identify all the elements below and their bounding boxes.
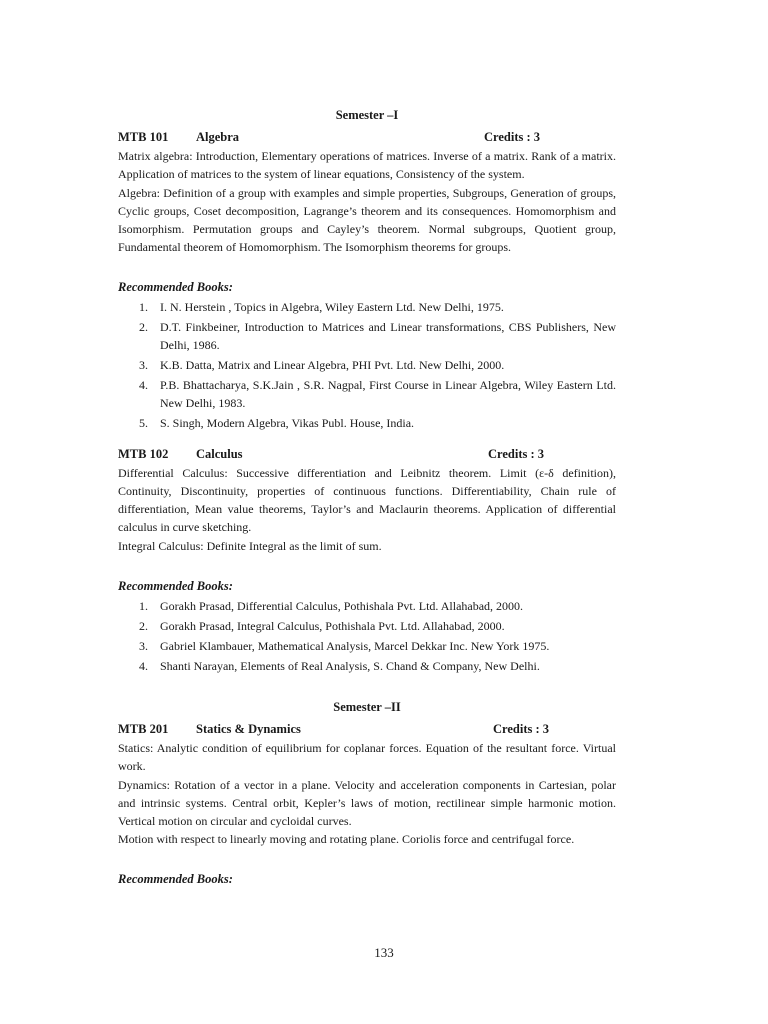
- course-title: Algebra: [196, 130, 240, 144]
- page-number: 133: [374, 945, 394, 960]
- course-credits: Credits : 3: [484, 130, 541, 144]
- course-description: Differential Calculus: Successive differentiation and Leibnitz theorem. Limit (ε-δ definition), Continuity, Discontinuity, properties of continuous functions. Differentiability, Chain rule of differentiation, Mean value theorems, Taylor’s and Maclaurin theorems. Application of differential calculus in curve sketching.: [118, 466, 616, 534]
- course-code: MTB 102: [118, 447, 169, 461]
- course-code: MTB 201: [118, 722, 169, 736]
- semester-1-heading: Semester –I: [335, 108, 399, 122]
- course-description: Algebra: Definition of a group with examples and simple properties, Subgroups, Generation of groups, Cyclic groups, Coset decomposition, Lagrange’s theorem and its consequences. Homomorphism and Isomorphism. Permutation groups and Cayley’s theorem. Normal subgroups, Quotient group, Fundamental theorem of Homomorphism. The Isomorphism theorems for groups.: [118, 186, 616, 254]
- recommended-books-heading: Recommended Books:: [118, 579, 233, 593]
- list-item: 5. S. Singh, Modern Algebra, Vikas Publ. House, India.: [139, 416, 415, 430]
- recommended-books-heading: Recommended Books:: [118, 280, 233, 294]
- course-code: MTB 101: [118, 130, 169, 144]
- course-description: Integral Calculus: Definite Integral as the limit of sum.: [118, 539, 382, 553]
- course-title: Statics & Dynamics: [196, 722, 301, 736]
- book-list-mtb101: [118, 298, 616, 432]
- list-item: 3. Gabriel Klambauer, Mathematical Analysis, Marcel Dekkar Inc. New York 1975.: [139, 639, 550, 653]
- course-header-mtb102: [118, 444, 616, 464]
- list-item: 3. K.B. Datta, Matrix and Linear Algebra, PHI Pvt. Ltd. New Delhi, 2000.: [139, 358, 505, 372]
- course-description: Dynamics: Rotation of a vector in a plane. Velocity and acceleration components in Cartesian, polar and intrinsic systems. Central orbit, Kepler’s laws of motion, rectilinear simple harmonic motion. Vertical motion on circular and cycloidal curves.: [118, 778, 616, 828]
- course-header-mtb101: [118, 127, 616, 147]
- list-item: 1. I. N. Herstein , Topics in Algebra, Wiley Eastern Ltd. New Delhi, 1975.: [139, 300, 504, 314]
- semester-2-heading: Semester –II: [333, 700, 401, 714]
- course-title: Calculus: [196, 447, 243, 461]
- list-item: 2. Gorakh Prasad, Integral Calculus, Pothishala Pvt. Ltd. Allahabad, 2000.: [139, 619, 505, 633]
- list-item: 4. Shanti Narayan, Elements of Real Analysis, S. Chand & Company, New Delhi.: [139, 659, 540, 673]
- book-list-mtb102: [118, 597, 616, 675]
- course-header-mtb201: [118, 719, 616, 739]
- course-description: Statics: Analytic condition of equilibrium for coplanar forces. Equation of the resultant force. Virtual work.: [118, 741, 616, 773]
- course-description: Matrix algebra: Introduction, Elementary operations of matrices. Inverse of a matrix. Rank of a matrix. Application of matrices to the system of linear equations, Consistency of the system.: [118, 149, 616, 181]
- list-item: 1. Gorakh Prasad, Differential Calculus, Pothishala Pvt. Ltd. Allahabad, 2000.: [139, 599, 524, 613]
- document-page: [118, 106, 616, 888]
- list-item: 4. P.B. Bhattacharya, S.K.Jain , S.R. Nagpal, First Course in Linear Algebra, Wiley Eastern Ltd. New Delhi, 1983.: [139, 378, 616, 410]
- recommended-books-heading: Recommended Books:: [118, 872, 233, 886]
- course-credits: Credits : 3: [488, 447, 545, 461]
- course-credits: Credits : 3: [493, 722, 550, 736]
- course-description: Motion with respect to linearly moving and rotating plane. Coriolis force and centrifugal force.: [118, 832, 575, 846]
- list-item: 2. D.T. Finkbeiner, Introduction to Matrices and Linear transformations, CBS Publishers, New Delhi, 1986.: [139, 320, 616, 352]
